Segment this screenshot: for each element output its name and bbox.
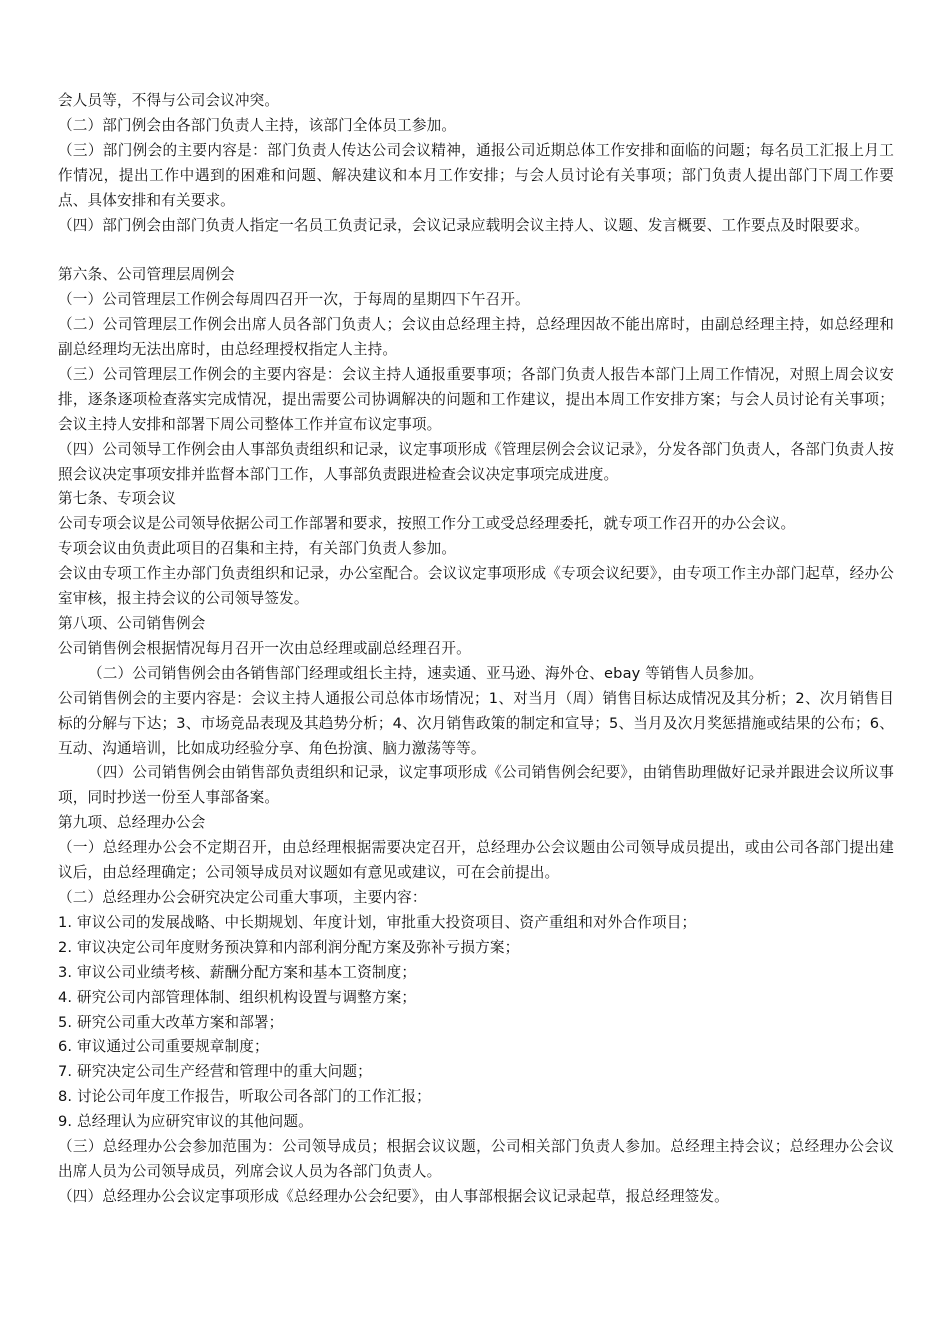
paragraph: （四）公司领导工作例会由人事部负责组织和记录，议定事项形成《管理层例会会议记录》，分发各部门负责人，各部门负责人按照会议决定事项安排并监督本部门工作，人事部负责跟进检查会议决定事项完成进度。 bbox=[58, 440, 894, 483]
paragraph: 专项会议由负责此项目的召集和主持，有关部门负责人参加。 bbox=[58, 540, 457, 558]
paragraph: （三）总经理办公会参加范围为：公司领导成员；根据会议议题，公司相关部门负责人参加。总经理主持会议；总经理办公会议出席人员为公司领导成员，列席会议人员为各部门负责人。 bbox=[58, 1138, 894, 1180]
paragraph: （一）总经理办公会不定期召开，由总经理根据需要决定召开，总经理办公会议题由公司领导成员提出，或由公司各部门提出建议后，由总经理确定；公司领导成员对议题如有意见或建议，可在会前提出。 bbox=[58, 839, 894, 882]
list-item: 8. 讨论公司年度工作报告，听取公司各部门的工作汇报； bbox=[58, 1088, 431, 1106]
paragraph: 公司销售例会的主要内容是：会议主持人通报公司总体市场情况；1、对当月（周）销售目标达成情况及其分析；2、次月销售目标的分解与下达；3、市场竞品表现及其趋势分析；4、次月销售政策的制定和宣导；5、当月及次月奖惩措施或结果的公布；6、互动、沟通培训，比如成功经验分享、角色扮演、脑力激荡等等。 bbox=[58, 689, 894, 757]
paragraph: （三）部门例会的主要内容是：部门负责人传达公司会议精神，通报公司近期总体工作安排和面临的问题；每名员工汇报上月工作情况，提出工作中遇到的困难和问题、解决建议和本月工作安排；与会人员讨论有关事项；部门负责人提出部门下周工作要点、具体安排和有关要求。 bbox=[58, 141, 894, 209]
paragraph: （二）公司销售例会由各销售部门经理或组长主持，速卖通、亚马逊、海外仓、ebay 等销售人员参加。 bbox=[88, 664, 764, 682]
paragraph: 会议由专项工作主办部门负责组织和记录，办公室配合。会议议定事项形成《专项会议纪要》，由专项工作主办部门起草，经办公室审核，报主持会议的公司领导签发。 bbox=[58, 565, 894, 608]
list-item: 7. 研究决定公司生产经营和管理中的重大问题； bbox=[58, 1063, 372, 1081]
list-item: 3. 审议公司业绩考核、薪酬分配方案和基本工资制度； bbox=[58, 963, 417, 981]
list-item: 1. 审议公司的发展战略、中长期规划、年度计划，审批重大投资项目、资产重组和对外合作项目； bbox=[58, 913, 697, 931]
paragraph: （二）公司管理层工作例会出席人员各部门负责人；会议由总经理主持，总经理因故不能出席时，由副总经理主持，如总经理和副总经理均无法出席时，由总经理授权指定人主持。 bbox=[58, 316, 894, 359]
section-heading: 第七条、专项会议 bbox=[58, 490, 176, 508]
paragraph-spacer bbox=[58, 238, 894, 263]
paragraph: 公司专项会议是公司领导依据公司工作部署和要求，按照工作分工或受总经理委托，就专项工作召开的办公会议。 bbox=[58, 515, 796, 533]
list-item: 2. 审议决定公司年度财务预决算和内部利润分配方案及弥补亏损方案； bbox=[58, 938, 520, 956]
section-heading: 第八项、公司销售例会 bbox=[58, 615, 206, 633]
list-item: 4. 研究公司内部管理体制、组织机构设置与调整方案； bbox=[58, 988, 417, 1006]
paragraph: （三）公司管理层工作例会的主要内容是：会议主持人通报重要事项；各部门负责人报告本部门上周工作情况，对照上周会议安排，逐条逐项检查落实完成情况，提出需要公司协调解决的问题和工作建议，提出本周工作安排方案；与会人员讨论有关事项；会议主持人安排和部署下周公司整体工作并宣布议定事项。 bbox=[58, 365, 894, 433]
document-body bbox=[58, 89, 894, 1210]
list-item: 6. 审议通过公司重要规章制度； bbox=[58, 1038, 269, 1056]
paragraph: （二）总经理办公会研究决定公司重大事项，主要内容： bbox=[58, 888, 427, 906]
paragraph: （二）部门例会由各部门负责人主持，该部门全体员工参加。 bbox=[58, 116, 457, 134]
paragraph: （四）总经理办公会议定事项形成《总经理办公会纪要》，由人事部根据会议记录起草，报总经理签发。 bbox=[58, 1187, 729, 1205]
list-item: 5. 研究公司重大改革方案和部署； bbox=[58, 1013, 284, 1031]
paragraph: 公司销售例会根据情况每月召开一次由总经理或副总经理召开。 bbox=[58, 639, 471, 657]
section-heading: 第六条、公司管理层周例会 bbox=[58, 266, 235, 284]
list-item: 9. 总经理认为应研究审议的其他问题。 bbox=[58, 1113, 313, 1131]
paragraph: 会人员等，不得与公司会议冲突。 bbox=[58, 92, 280, 109]
section-heading: 第九项、总经理办公会 bbox=[58, 814, 206, 832]
paragraph: （四）部门例会由部门负责人指定一名员工负责记录，会议记录应载明会议主持人、议题、发言概要、工作要点及时限要求。 bbox=[58, 216, 869, 234]
paragraph: （四）公司销售例会由销售部负责组织和记录，议定事项形成《公司销售例会纪要》，由销售助理做好记录并跟进会议所议事项，同时抄送一份至人事部备案。 bbox=[58, 764, 894, 807]
paragraph: （一）公司管理层工作例会每周四召开一次，于每周的星期四下午召开。 bbox=[58, 291, 530, 309]
